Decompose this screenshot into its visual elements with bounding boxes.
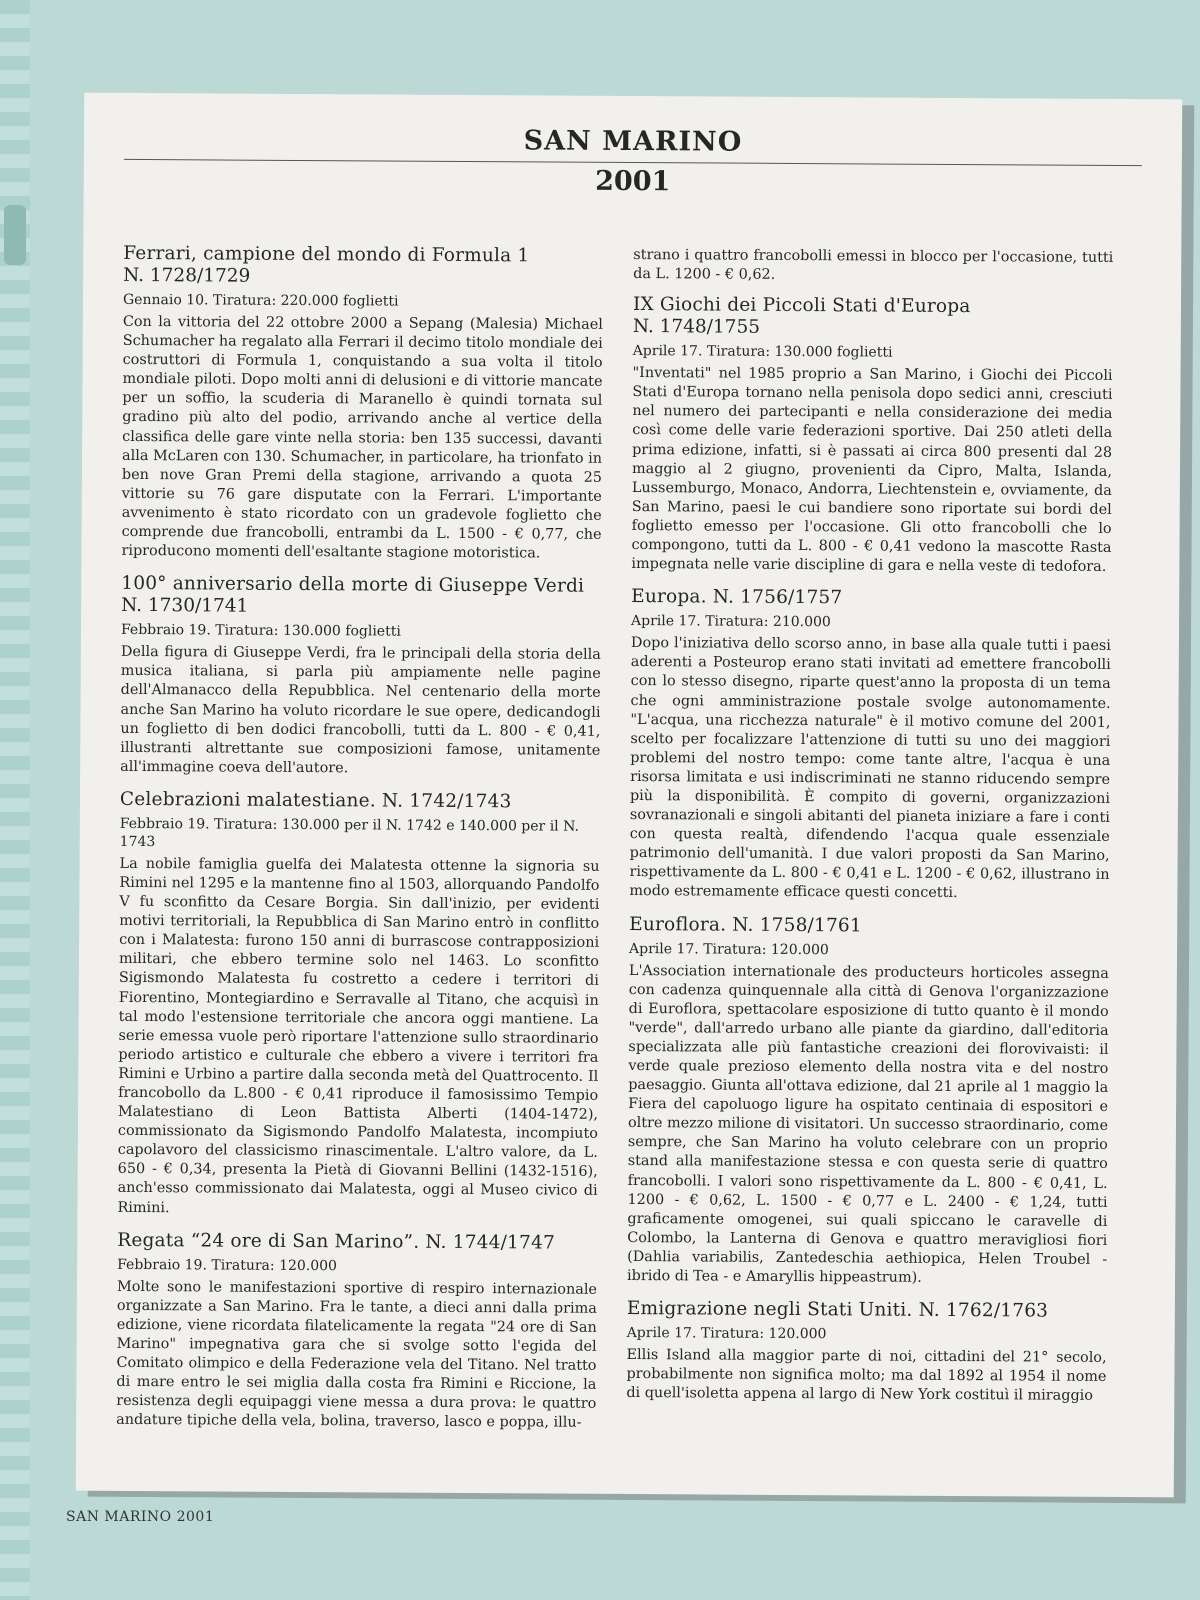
article-body: "Inventati" nel 1985 proprio a San Marino, i Giochi dei Piccoli Stati d'Europa tornano nella penisola dopo sedici anni, cresciuti nel numero dei partecipanti e nella considerazione dei media così come delle varie federazioni sportive. Dai 250 atleti della prima edizione, infatti, si è passati ai circa 800 presenti dal 28 maggio al 2 giugno, provenienti da Cipro, Malta, Islanda, Lussemburgo, Monaco, Andorra, Liechtenstein e, ovviamente, da San Marino, paesi le cui bandiere sono riportate sui bordi del foglietto emesso per l'occasione. Gli otto francobolli che lo compongono, tutti da L. 800 - € 0,41 vedono la mascotte Rasta impegnata nelle varie discipline di gara e nella veste di tedofora. — [631, 365, 1113, 576]
right-column — [626, 246, 1113, 1418]
article-heading: 100° anniversario della morte di Giuseppe Verdi — [121, 573, 585, 597]
article-meta: Aprile 17. Tiratura: 120.000 — [626, 1325, 827, 1343]
article-body: Molte sono le manifestazioni sportive di respiro internazionale organizzate a San Marino. Fra le tante, a dieci anni dalla prima edizione, viene ricordata filatelicamente la regata "24 ore di San Marino" impegnativa gara che si svolge sotto l'egida del Comitato olimpico e della Federazione vela del Titano. Nel tratto di mare entro le sei miglia dalla costa fra Rimini e Riccione, la resistenza degli equipaggi viene messa a dura prova: le quattro andature tipiche della vela, bolina, traverso, lasco e poppa, illu- — [116, 1278, 598, 1432]
article-meta: Aprile 17. Tiratura: 120.000 — [629, 940, 829, 958]
article-meta: Febbraio 19. Tiratura: 120.000 — [117, 1256, 338, 1274]
article-heading: Ferrari, campione del mondo di Formula 1 — [123, 242, 530, 267]
article-meta: Febbraio 19. Tiratura: 130.000 foglietti — [120, 622, 401, 640]
article-europa — [629, 586, 1111, 904]
article-heading: IX Giochi dei Piccoli Stati d'Europa — [632, 294, 971, 318]
article-meta: Aprile 17. Tiratura: 130.000 foglietti — [632, 343, 893, 361]
page-year: 2001 — [595, 165, 671, 198]
article-meta: Febbraio 19. Tiratura: 130.000 per il N. 1742 e 140.000 per il N. 1743 — [119, 815, 579, 850]
article-heading: Emigrazione negli Stati Uniti. N. 1762/1763 — [626, 1298, 1049, 1322]
article-ferrari — [121, 243, 603, 564]
article-body: Dopo l'iniziativa dello scorso anno, in base alla quale tutti i paesi aderenti a Posteurop erano stati invitati ad emettere francobolli con lo stesso disegno, riparte quest'anno la proposta di un tema che ogni amministrazione postale svolge autonomamente. "L'acqua, una ricchezza naturale" è il motivo comune del 2001, scelto per focalizzare l'attenzione di tutti su uno dei maggiori problemi del nostro tempo: come tante altre, l'acqua è una risorsa limitata e usi indiscriminati ne stanno riducendo sempre più la disponibilità. È compito di governi, organizzazioni sovranazionali e singoli abitanti del pianeta iniziare a fare i conti con questa realtà, difendendo l'acqua quale essenziale patrimonio dell'umanità. I due valori proposti da San Marino, rispettivamente da L. 800 - € 0,41 e L. 1200 - € 0,62, illustrano in modo estremamente efficace questi concetti. — [629, 635, 1111, 902]
left-column — [116, 243, 603, 1445]
article-body: La nobile famiglia guelfa dei Malatesta ottenne la signoria su Rimini nel 1295 e la mantenne fino al 1503, allorquando Pandolfo V fu sconfitto da Cesare Borgia. Sin dall'inizio, per evidenti motivi territoriali, la Repubblica di San Marino entrò in conflitto con i Malatesta: furono 150 anni di burrascose contrapposizioni militari, che ebbero termine solo nel 1463. Lo sconfitto Sigismondo Malatesta fu costretto a cedere i territori di Fiorentino, Montegiardino e Serravalle al Titano, che acquisì in tal modo l'estensione territoriale che ancora oggi mantiene. La serie emessa vuole però riportare l'attenzione sullo straordinario periodo artistico e culturale che ebbero a vivere i territori fra Rimini e Urbino a partire dalla seconda metà del Quattrocento. Il francobollo da L.800 - € 0,41 riproduce il famosissimo Tempio Malatestiano di Leon Battista Alberti (1404-1472), commissionato da Sigismondo Pandolfo Malatesta, incompiuto capolavoro del classicismo rinascimentale. L'altro valore, da L. 650 - € 0,34, presenta la Pietà di Giovanni Bellini (1432-1516), anch'esso commissionato dai Malatesta, oggi al Museo civico di Rimini. — [117, 855, 600, 1216]
article-verdi — [120, 573, 601, 780]
article-malatestiane — [117, 789, 600, 1221]
article-number: N. 1728/1729 — [123, 264, 251, 287]
article-number: N. 1748/1755 — [632, 316, 761, 338]
article-meta: Gennaio 10. Tiratura: 220.000 foglietti — [122, 291, 399, 310]
article-body: L'Association internationale des producteurs horticoles assegna con cadenza quinquennale alla città di Genova l'organizzazione di Euroflora, spettacolare esposizione di tutto quanto è il mondo "verde", dall'arredo urbano alle piante da giardino, dall'editoria specializzata alle più fantastiche creazioni dei florovivaisti: il verde quale prezioso elemento della nostra vita e del nostro paesaggio. Giunta all'ottava edizione, dal 21 aprile al 1 maggio la Fiera del capoluogo ligure ha ospitato centinaia di espositori e oltre mezzo milione di visitatori. Un successo straordinario, come sempre, che San Marino ha voluto celebrare con un proprio stand alla manifestazione stessa e con questa serie di quattro francobolli. I valori sono rispettivamente da L. 800 - € 0,41, L. 1200 - € 0,62, L. 1500 - € 0,77 e L. 2400 - € 1,24, tutti graficamente omogenei, sui quali spiccano le caravelle di Colombo, la Lanterna di Genova e quattro meravigliosi fiori (Dahlia variabilis, Zantedeschia aethiopica, Helen Troubel - ibrido di Tea - e Amaryllis hippeastrum). — [627, 962, 1109, 1286]
article-regata — [116, 1230, 597, 1434]
document-sheet — [76, 93, 1183, 1498]
article-heading: Europa. N. 1756/1757 — [631, 586, 843, 609]
article-euroflora — [627, 914, 1109, 1290]
article-heading: Euroflora. N. 1758/1761 — [629, 913, 862, 936]
article-heading: Celebrazioni malatestiane. N. 1742/1743 — [119, 788, 512, 813]
article-giochi — [631, 294, 1113, 577]
continuation-text: strano i quattro francobolli emessi in blocco per l'occasione, tutti da L. 1200 - € 0,62. — [633, 247, 1114, 283]
article-body: Con la vittoria del 22 ottobre 2000 a Sepang (Malesia) Michael Schumacher ha regalato alla Ferrari il decimo titolo mondiale dei costruttori di Formula 1, conquistando a sua volta il titolo mondiale piloti. Dopo molti anni di delusioni e di vittorie mancate per un soffio, la scuderia di Maranello è quindi tornata sul gradino più alto del podio, arrivando anche al vertice della classifica delle gare vinte nella storia: ben 135 successi, davanti alla McLaren con 130. Schumacher, in particolare, ha trionfato in ben nove Gran Premi della stagione, arrivando a quota 25 vittorie su 76 gare disputate con la Ferrari. L'importante avvenimento è stato ricordato con un gradevole foglietto che comprende due francobolli, entrambi da L. 1500 - € 0,77, che riproducono momenti dell'esaltante stagione motoristica. — [121, 313, 603, 562]
article-body: Ellis Island alla maggior parte di noi, cittadini del 21° secolo, probabilmente non significa molto; ma dal 1892 al 1954 il nome di quell'isoletta appena al largo di New York costituì il miraggio — [626, 1347, 1107, 1405]
article-number: N. 1730/1741 — [121, 595, 249, 617]
album-ornament — [4, 205, 26, 265]
page-title: SAN MARINO — [523, 125, 743, 158]
article-emigrazione — [626, 1298, 1107, 1406]
article-body: Della figura di Giuseppe Verdi, fra le principali della storia della musica italiana, si parla più ampiamente nelle pagine dell'Almanacco della Repubblica. Nel centenario della morte anche San Marino ha voluto ricordare le sue opere, dedicandogli un foglietto di ben dodici francobolli, tutti da L. 800 - € 0,41, illustranti altrettante sue composizioni famose, unitamente all'immagine coeva dell'autore. — [120, 644, 601, 777]
article-heading: Regata “24 ore di San Marino”. N. 1744/1747 — [117, 1229, 556, 1254]
article-meta: Aprile 17. Tiratura: 210.000 — [631, 613, 831, 631]
page-footer: SAN MARINO 2001 — [66, 1509, 215, 1525]
